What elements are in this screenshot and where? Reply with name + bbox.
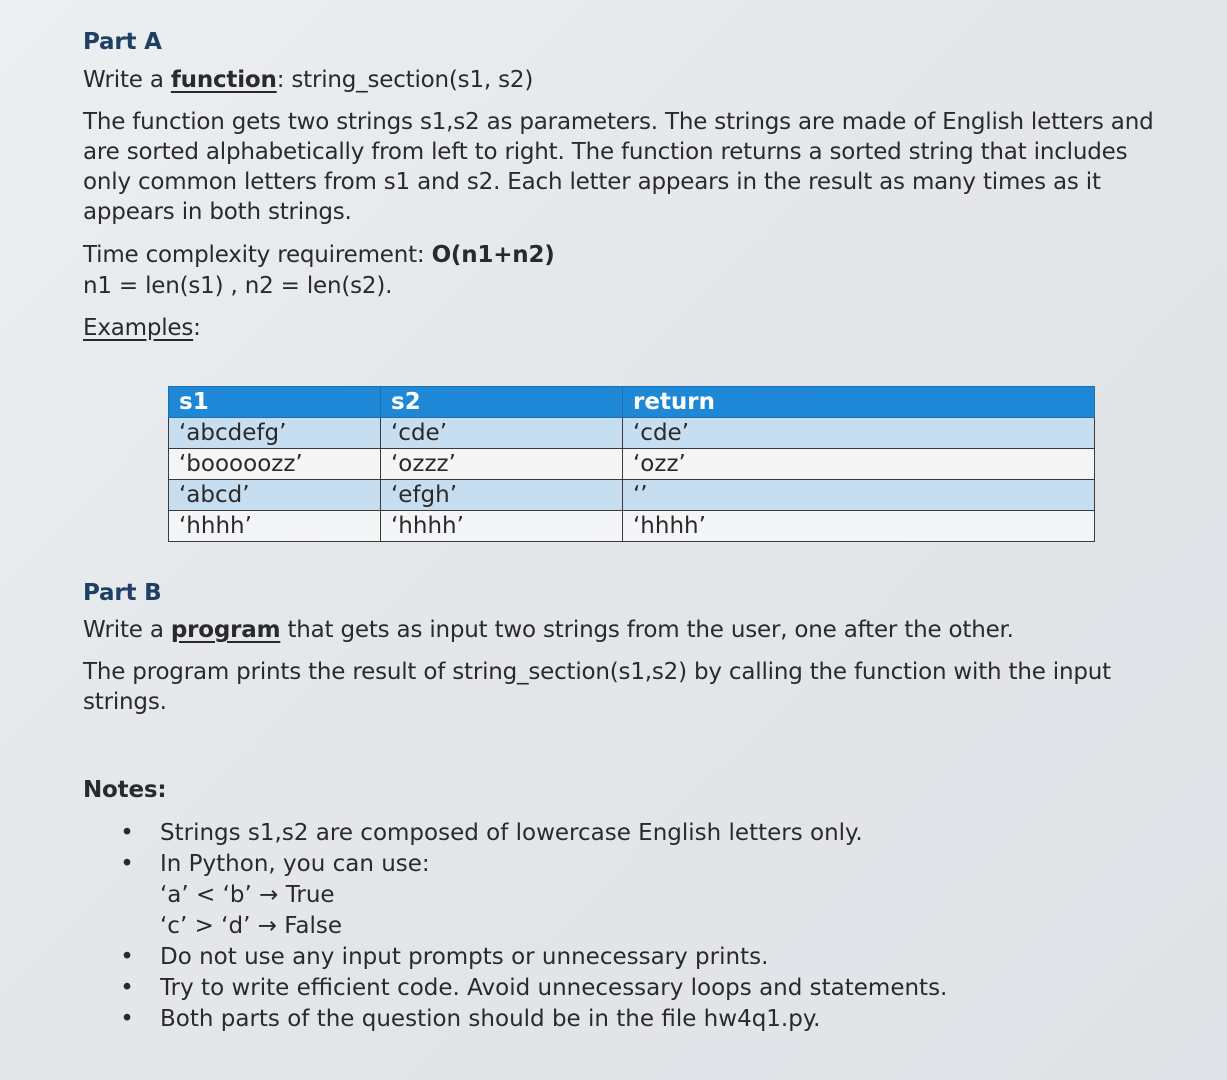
note-text: In Python, you can use: <box>160 851 430 877</box>
notes-list <box>120 818 947 1035</box>
part-b-line1 <box>83 615 1173 645</box>
cell-s2: ‘hhhh’ <box>381 511 623 542</box>
part-a-heading: Part A <box>83 29 162 55</box>
function-keyword: function <box>170 67 277 93</box>
part-b-line2: The program prints the result of string_section(s1,s2) by calling the function with the input strings. <box>83 659 1111 715</box>
part-b-line1-suffix: that gets as input two strings from the user, one after the other. <box>280 617 1014 643</box>
part-a-intro <box>83 65 1173 95</box>
length-definitions: n1 = len(s1) , n2 = len(s2). <box>83 273 393 299</box>
table-header-row <box>169 387 1095 418</box>
list-item <box>120 942 947 973</box>
note-text: Both parts of the question should be in the file hw4q1.py. <box>160 1006 821 1032</box>
examples-label <box>83 313 201 343</box>
list-item <box>120 1004 947 1035</box>
part-a-description: The function gets two strings s1,s2 as parameters. The strings are made of English letters and are sorted alphabetically from left to right. The function returns a sorted string that includes only common letters from s1 and s2. Each letter appears in the result as many times as it appears in both strings. <box>83 109 1154 225</box>
time-complexity-value: O(n1+n2) <box>431 242 555 268</box>
note-text: Strings s1,s2 are composed of lowercase English letters only. <box>160 820 863 846</box>
cell-s1: ‘abcdefg’ <box>169 418 381 449</box>
time-complexity-label: Time complexity requirement: <box>83 242 432 268</box>
cell-return: ‘hhhh’ <box>623 511 1095 542</box>
cell-s1: ‘booooozz’ <box>169 449 381 480</box>
list-item <box>120 973 947 1004</box>
notes-heading: Notes: <box>83 777 167 803</box>
code-example-false: ‘c’ > ‘d’ → False <box>160 913 343 939</box>
cell-return: ‘cde’ <box>623 418 1095 449</box>
table-row <box>169 480 1095 511</box>
column-header-return: return <box>623 387 1095 418</box>
part-a-intro-suffix: : string_section(s1, s2) <box>276 67 534 93</box>
cell-s2: ‘efgh’ <box>381 480 623 511</box>
list-item <box>120 849 947 942</box>
part-b-heading: Part B <box>83 580 162 606</box>
bullet-icon: • <box>120 820 134 846</box>
column-header-s2: s2 <box>381 387 623 418</box>
bullet-icon: • <box>120 851 134 877</box>
part-a-intro-prefix: Write a <box>83 67 171 93</box>
cell-return: ‘’ <box>623 480 1095 511</box>
examples-table <box>168 386 1095 542</box>
time-complexity <box>83 240 1173 270</box>
bullet-icon: • <box>120 975 134 1001</box>
cell-s2: ‘cde’ <box>381 418 623 449</box>
program-keyword: program <box>170 617 281 643</box>
table-row <box>169 449 1095 480</box>
code-example-true: ‘a’ < ‘b’ → True <box>160 882 335 908</box>
examples-label-text: Examples <box>83 315 194 341</box>
cell-s2: ‘ozzz’ <box>381 449 623 480</box>
examples-label-colon: : <box>193 315 201 341</box>
cell-s1: ‘hhhh’ <box>169 511 381 542</box>
note-text: Do not use any input prompts or unnecessary prints. <box>160 944 769 970</box>
cell-s1: ‘abcd’ <box>169 480 381 511</box>
column-header-s1: s1 <box>169 387 381 418</box>
bullet-icon: • <box>120 944 134 970</box>
cell-return: ‘ozz’ <box>623 449 1095 480</box>
part-b-line1-prefix: Write a <box>83 617 171 643</box>
table-row <box>169 511 1095 542</box>
note-text: Try to write efficient code. Avoid unnecessary loops and statements. <box>160 975 948 1001</box>
bullet-icon: • <box>120 1006 134 1032</box>
list-item <box>120 818 947 849</box>
table-row <box>169 418 1095 449</box>
